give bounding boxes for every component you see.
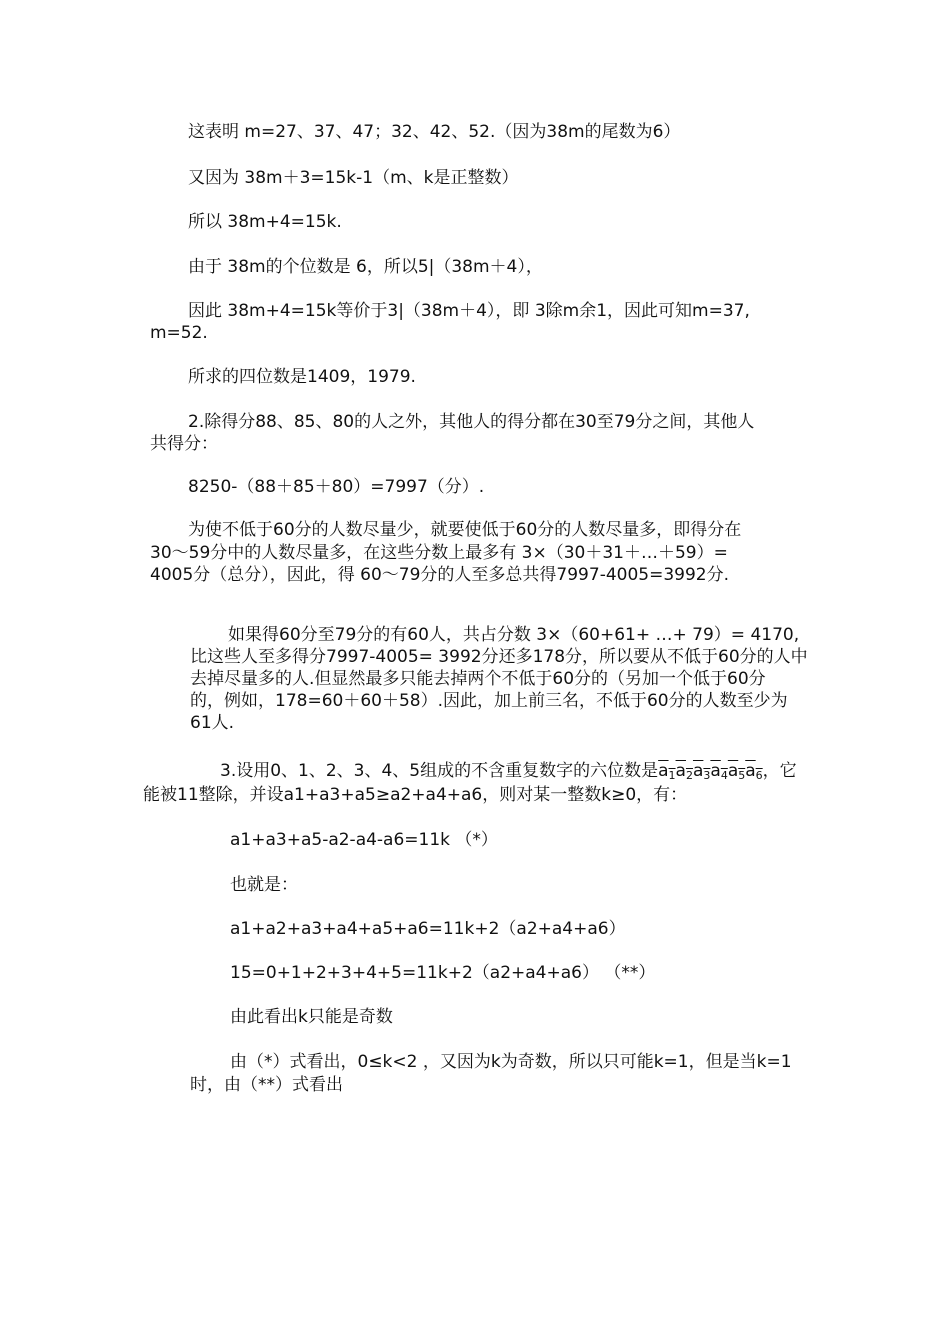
text-line: 61人. [190, 713, 235, 733]
text-line: a1+a2+a3+a4+a5+a6=11k+2（a2+a4+a6） [230, 919, 626, 939]
text-line: 能被11整除，并设a1+a3+a5≥a2+a4+a6，则对某一整数k≥0，有： [143, 785, 688, 805]
text-line: a1+a3+a5-a2-a4-a6=11k （*） [230, 830, 498, 850]
text-line: 如果得60分至79分的有60人，共占分数 3×（60+61+ …+ 79）= 4170, [228, 625, 800, 645]
text-line: 时，由（**）式看出 [190, 1075, 343, 1095]
text-line: 所求的四位数是1409，1979. [188, 367, 416, 387]
text-line: 比这些人至多得分7997-4005= 3992分还多178分，所以要从不低于60分的人中 [190, 647, 808, 667]
text-line: 2.除得分88、85、80的人之外，其他人的得分都在30至79分之间，其他人 [188, 412, 755, 432]
text-line: 30～59分中的人数尽量多，在这些分数上最多有 3×（30＋31＋…＋59）= [150, 543, 728, 563]
text-line: 又因为 38m＋3=15k-1（m、k是正整数） [188, 168, 519, 188]
text-line: 由（*）式看出，0≤k<2 ，又因为k为奇数，所以只可能k=1，但是当k=1 [230, 1052, 792, 1072]
text-line: 4005分（总分），因此，得 60～79分的人至多总共得7997-4005=3992分. [150, 565, 730, 585]
text-line: 8250-（88＋85＋80）=7997（分）. [188, 477, 485, 497]
text-line: 的，例如，178=60＋60＋58）.因此，加上前三名，不低于60分的人数至少为 [190, 691, 788, 711]
six-digit-number-symbol: $a_1a_2a_3a_4a_5a_6$ [658, 761, 763, 782]
text-line: 15=0+1+2+3+4+5=11k+2（a2+a4+a6） （**） [230, 963, 656, 983]
text-line: m=52. [150, 323, 208, 343]
text-line: 3.设用0、1、2、3、4、5组成的不含重复数字的六位数是$a_1a_2a_3a_4a_5a_6$，它 [220, 761, 797, 782]
text-line: 所以 38m+4=15k. [188, 212, 342, 232]
text-line: 也就是： [230, 875, 298, 895]
text-line: 共得分： [150, 434, 218, 454]
text-line: 由此看出k只能是奇数 [230, 1007, 393, 1027]
text-line: 由于 38m的个位数是 6，所以5|（38m＋4）， [188, 257, 543, 277]
text-line: 去掉尽量多的人.但显然最多只能去掉两个不低于60分的（另加一个低于60分 [190, 669, 766, 689]
text-line: 这表明 m=27、37、47；32、42、52.（因为38m的尾数为6） [188, 122, 681, 142]
text-line: 因此 38m+4=15k等价于3|（38m＋4），即 3除m余1，因此可知m=37, [188, 301, 750, 321]
text-line: 为使不低于60分的人数尽量少，就要使低于60分的人数尽量多，即得分在 [188, 520, 742, 540]
